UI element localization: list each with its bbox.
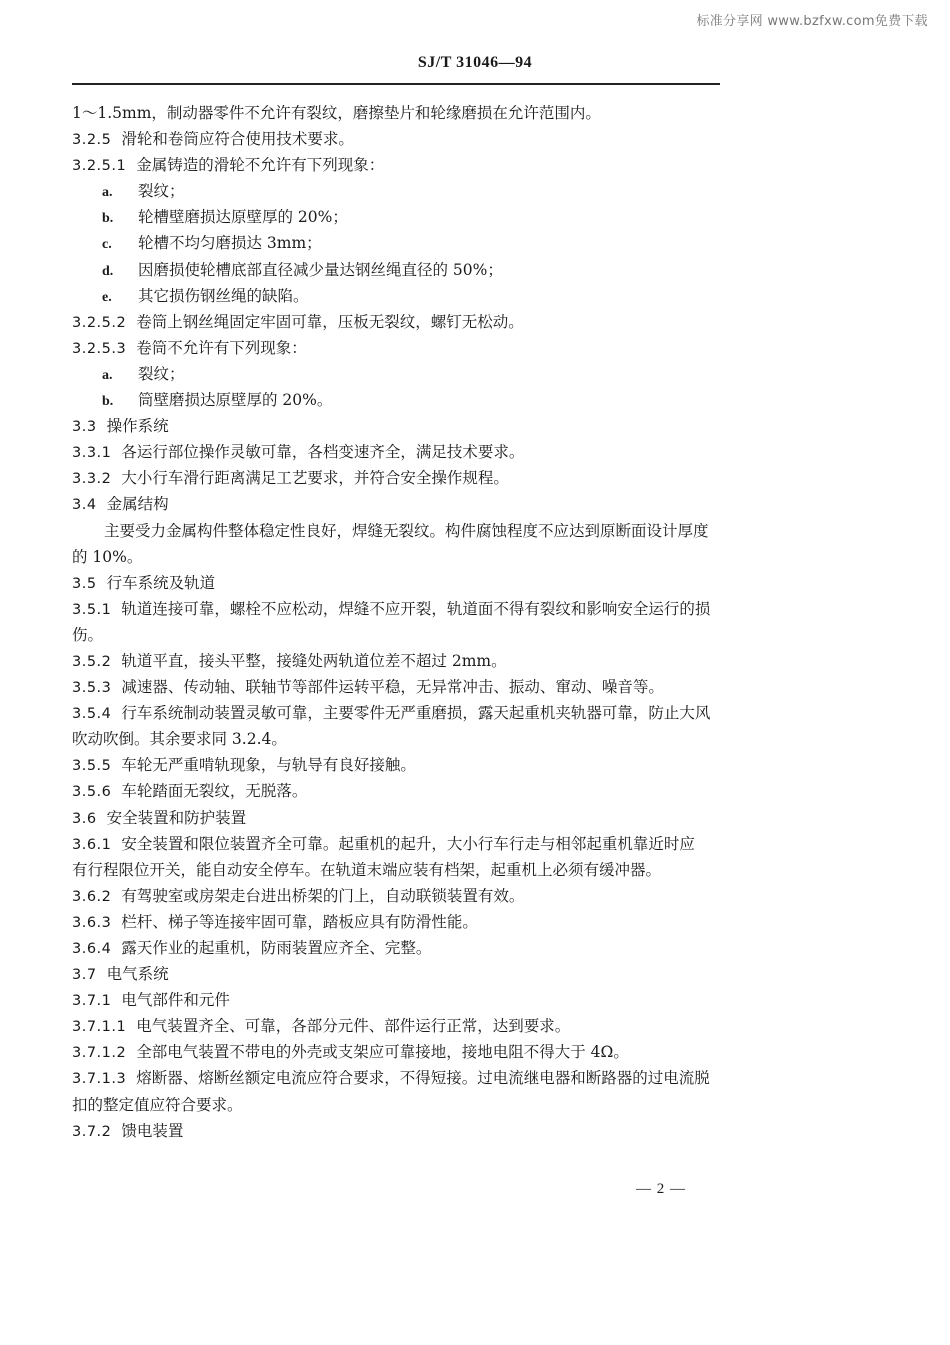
- list-item: [72, 361, 722, 387]
- list-item-marker: c.: [102, 237, 112, 253]
- clause-number: 3.7: [72, 967, 97, 984]
- clause-line: [72, 439, 722, 465]
- clause-text: 电气系统: [106, 965, 169, 984]
- clause-text: 车轮无严重啃轨现象，与轨导有良好接触。: [121, 756, 416, 775]
- line-text: 的 10%。: [72, 547, 143, 566]
- line-text: 扣的整定值应符合要求。: [72, 1095, 243, 1114]
- clause-line: [72, 674, 722, 700]
- continuation-line: [72, 857, 722, 883]
- clause-number: 3.3.2: [72, 471, 112, 488]
- clause-number: 3.4: [72, 497, 97, 514]
- clause-line: [72, 309, 722, 335]
- clause-text: 电气部件和元件: [121, 991, 230, 1010]
- clause-line: [72, 1065, 722, 1091]
- continuation-line: [72, 100, 722, 126]
- clause-text: 金属结构: [106, 495, 169, 514]
- list-item-marker: e.: [102, 289, 112, 305]
- continuation-line: [72, 726, 722, 752]
- list-item-text: 裂纹；: [138, 182, 185, 201]
- list-item: [72, 230, 722, 256]
- clause-line: [72, 465, 722, 491]
- clause-text: 操作系统: [106, 417, 169, 436]
- clause-number: 3.2.5: [72, 132, 112, 149]
- continuation-line: [72, 1092, 722, 1118]
- clause-text: 有驾驶室或房架走台进出桥架的门上，自动联锁装置有效。: [121, 886, 525, 905]
- clause-text: 金属铸造的滑轮不允许有下列现象：: [136, 156, 385, 175]
- line-text: 主要受力金属构件整体稳定性良好，焊缝无裂纹。构件腐蚀程度不应达到原断面设计厚度: [104, 521, 709, 540]
- clause-line: [72, 909, 722, 935]
- clause-line: [72, 935, 722, 961]
- clause-line: [72, 987, 722, 1013]
- continuation-line: [72, 622, 722, 648]
- clause-number: 3.6.1: [72, 836, 112, 853]
- list-item: [72, 204, 722, 230]
- list-item-text: 筒壁磨损达原壁厚的 20%。: [138, 391, 333, 410]
- list-item-marker: d.: [102, 263, 114, 279]
- line-text: 伤。: [72, 625, 104, 644]
- clause-text: 行车系统制动装置灵敏可靠，主要零件无严重磨损，露天起重机夹轨器可靠，防止大风: [121, 704, 711, 723]
- line-text: 有行程限位开关，能自动安全停车。在轨道末端应装有档架，起重机上必须有缓冲器。: [72, 860, 662, 879]
- clause-line: [72, 126, 722, 152]
- list-item: [72, 257, 722, 283]
- clause-line: [72, 752, 722, 778]
- list-item-text: 因磨损使轮槽底部直径减少量达钢丝绳直径的 50%；: [138, 260, 503, 279]
- clause-line: [72, 491, 722, 517]
- line-text: 1～1.5mm，制动器零件不允许有裂纹，磨擦垫片和轮缘磨损在允许范围内。: [72, 104, 601, 122]
- clause-line: [72, 152, 722, 178]
- list-item-text: 轮槽壁磨损达原壁厚的 20%；: [138, 208, 348, 227]
- continuation-line: [72, 544, 722, 570]
- clause-number: 3.6: [72, 810, 97, 827]
- list-item: [72, 283, 722, 309]
- clause-line: [72, 413, 722, 439]
- clause-number: 3.5.2: [72, 653, 112, 670]
- clause-line: [72, 961, 722, 987]
- clause-text: 电气装置齐全、可靠，各部分元件、部件运行正常，达到要求。: [136, 1017, 571, 1036]
- list-item-marker: b.: [102, 394, 114, 410]
- clause-number: 3.7.1.2: [72, 1045, 127, 1062]
- clause-text: 熔断器、熔断丝额定电流应符合要求，不得短接。过电流继电器和断路器的过电流脱: [136, 1069, 710, 1088]
- document-body: [72, 100, 722, 1144]
- clause-line: [72, 1039, 722, 1065]
- clause-text: 全部电气装置不带电的外壳或支架应可靠接地，接地电阻不得大于 4Ω。: [136, 1043, 629, 1062]
- clause-text: 轨道平直，接头平整，接缝处两轨道位差不超过 2mm。: [121, 651, 507, 670]
- clause-line: [72, 700, 722, 726]
- clause-number: 3.6.3: [72, 914, 112, 931]
- clause-text: 安全装置和防护装置: [106, 808, 247, 827]
- list-item-text: 裂纹；: [138, 364, 185, 383]
- clause-text: 滑轮和卷筒应符合使用技术要求。: [121, 130, 354, 149]
- clause-line: [72, 335, 722, 361]
- clause-text: 卷筒上钢丝绳固定牢固可靠，压板无裂纹，螺钉无松动。: [136, 312, 524, 331]
- clause-text: 轨道连接可靠，螺栓不应松动，焊缝不应开裂，轨道面不得有裂纹和影响安全运行的损: [121, 599, 711, 618]
- clause-line: [72, 1118, 722, 1144]
- clause-number: 3.7.2: [72, 1123, 112, 1140]
- clause-line: [72, 648, 722, 674]
- list-item-text: 其它损伤钢丝绳的缺陷。: [138, 286, 309, 305]
- line-text: 吹动吹倒。其余要求同 3.2.4。: [72, 730, 287, 749]
- clause-text: 馈电装置: [121, 1121, 184, 1140]
- clause-text: 大小行车滑行距离满足工艺要求，并符合安全操作规程。: [121, 469, 509, 488]
- clause-number: 3.2.5.1: [72, 158, 127, 175]
- watermark-text: 标准分享网 www.bzfxw.com免费下载: [696, 14, 928, 29]
- clause-text: 卷筒不允许有下列现象：: [136, 338, 307, 357]
- list-item: [72, 387, 722, 413]
- clause-text: 车轮踏面无裂纹，无脱落。: [121, 782, 308, 801]
- clause-text: 减速器、传动轴、联轴节等部件运转平稳，无异常冲击、振动、窜动、噪音等。: [121, 678, 664, 697]
- clause-line: [72, 883, 722, 909]
- clause-text: 露天作业的起重机，防雨装置应齐全、完整。: [121, 939, 432, 957]
- clause-line: [72, 570, 722, 596]
- clause-line: [72, 1013, 722, 1039]
- list-item-marker: a.: [102, 367, 113, 383]
- clause-number: 3.7.1.1: [72, 1019, 127, 1036]
- clause-number: 3.5.4: [72, 706, 112, 723]
- clause-text: 各运行部位操作灵敏可靠，各档变速齐全，满足技术要求。: [121, 443, 525, 462]
- clause-line: [72, 831, 722, 857]
- page-number: — 2 —: [636, 1181, 686, 1197]
- clause-number: 3.5.6: [72, 784, 112, 801]
- clause-line: [72, 596, 722, 622]
- clause-number: 3.3: [72, 419, 97, 436]
- header-rule: [72, 83, 720, 85]
- clause-text: 安全装置和限位装置齐全可靠。起重机的起升，大小行车行走与相邻起重机靠近时应: [121, 834, 695, 853]
- paragraph-line: [72, 518, 722, 544]
- clause-number: 3.2.5.2: [72, 314, 127, 331]
- clause-number: 3.5.3: [72, 680, 112, 697]
- clause-number: 3.5.1: [72, 601, 112, 618]
- clause-number: 3.2.5.3: [72, 340, 127, 357]
- list-item: [72, 178, 722, 204]
- list-item-text: 轮槽不均匀磨损达 3mm；: [138, 234, 322, 253]
- clause-number: 3.6.4: [72, 941, 112, 957]
- clause-number: 3.6.2: [72, 888, 112, 905]
- clause-number: 3.5: [72, 575, 97, 592]
- document-code-header: SJ/T 31046—94: [417, 54, 533, 71]
- clause-number: 3.7.1: [72, 993, 112, 1010]
- clause-line: [72, 805, 722, 831]
- list-item-marker: a.: [102, 185, 113, 201]
- clause-line: [72, 778, 722, 804]
- clause-number: 3.7.1.3: [72, 1071, 127, 1088]
- list-item-marker: b.: [102, 211, 114, 227]
- clause-number: 3.5.5: [72, 758, 112, 775]
- clause-text: 栏杆、梯子等连接牢固可靠，踏板应具有防滑性能。: [121, 912, 478, 931]
- clause-number: 3.3.1: [72, 445, 112, 462]
- clause-text: 行车系统及轨道: [106, 573, 216, 592]
